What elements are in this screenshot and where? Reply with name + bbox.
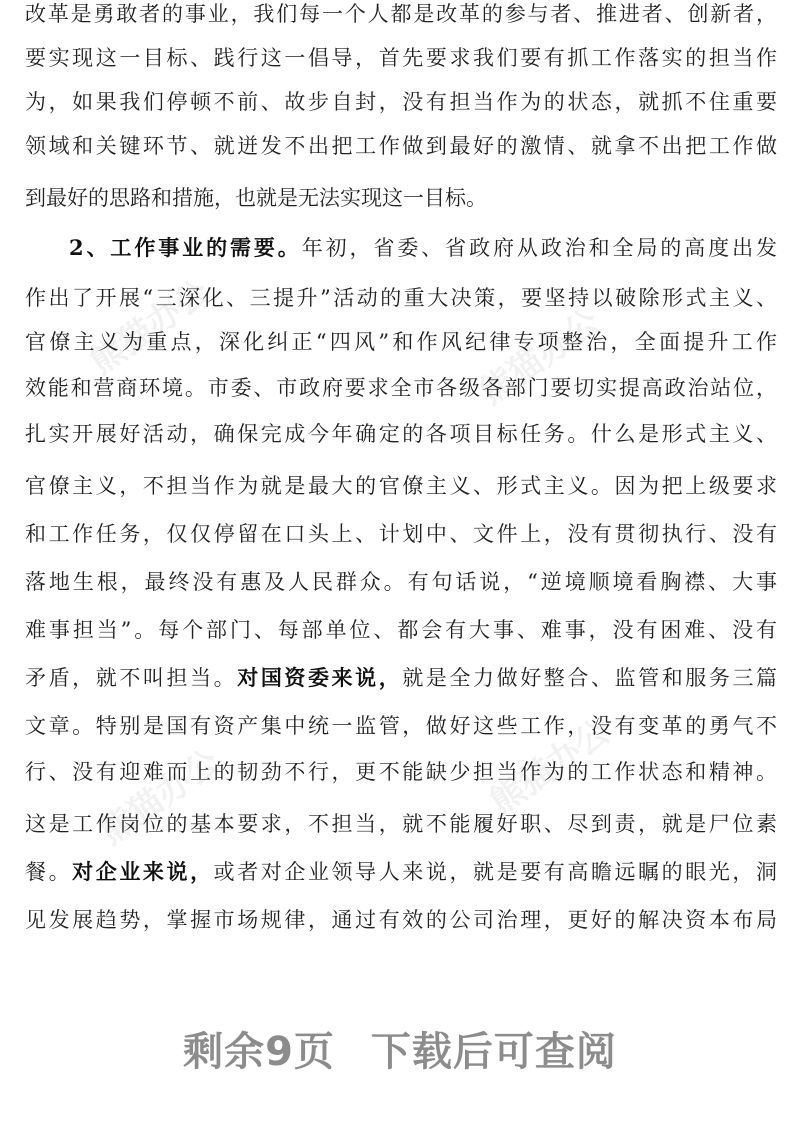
text-line: 改革是勇敢者的事业，我们每一个人都是改革的参与者、推进者、创新者， <box>25 2 777 26</box>
emphasis-text: 对国资委来说， <box>237 665 403 690</box>
text-line: 见发展趋势，掌握市场规律，通过有效的公司治理，更好的解决资本布局 <box>25 908 777 932</box>
watermark: 熊猫办公 <box>92 741 228 853</box>
download-to-view-label[interactable]: 下载后可查阅 <box>370 1029 617 1075</box>
text-line: 效能和营商环境。市委、市政府要求全市各级各部门要切实提高政治站位， <box>25 376 777 400</box>
text-line: 矛盾，就不叫担当。对国资委来说，就是全力做好整合、监管和服务三篇 <box>25 665 777 690</box>
text-line: 官僚主义，不担当作为就是最大的官僚主义、形式主义。因为把上级要求 <box>25 474 777 498</box>
watermark: 熊猫办公 <box>82 271 218 383</box>
text-line: 2、工作事业的需要。年初，省委、省政府从政治和全局的高度出发 <box>69 235 777 260</box>
download-prompt[interactable] <box>0 1020 800 1077</box>
text-line: 和工作任务，仅仅停留在口头上、计划中、文件上，没有贯彻执行、没有 <box>25 522 777 546</box>
text-line: 领域和关键环节、就迸发不出把工作做到最好的激情、就拿不出把工作做 <box>25 134 777 158</box>
emphasis-text: 对企业来说， <box>72 859 214 884</box>
text-line: 要实现这一目标、践行这一倡导，首先要求我们要有抓工作落实的担当作 <box>25 46 777 70</box>
text-line: 餐。对企业来说，或者对企业领导人来说，就是要有高瞻远瞩的眼光，洞 <box>25 859 777 884</box>
section-heading: 2、工作事业的需要。 <box>69 235 302 260</box>
text-line: 官僚主义为重点，深化纠正“四风”和作风纪律专项整治，全面提升工作 <box>25 330 777 354</box>
text-line: 难事担当”。每个部门、每部单位、都会有大事、难事，没有困难、没有 <box>25 618 777 642</box>
watermark: 熊猫办公 <box>482 711 618 823</box>
text-line: 这是工作岗位的基本要求，不担当，就不能履好职、尽到责，就是尸位素 <box>25 812 777 836</box>
text-line: 文章。特别是国有资产集中统一监管，做好这些工作，没有变革的勇气不 <box>25 714 777 738</box>
text-line: 为，如果我们停顿不前、故步自封，没有担当作为的状态，就抓不住重要 <box>25 90 777 114</box>
remaining-pages-label[interactable]: 剩余9页 <box>183 1029 335 1075</box>
text-line: 扎实开展好活动，确保完成今年确定的各项目标任务。什么是形式主义、 <box>25 422 777 446</box>
text-line: 行、没有迎难而上的韧劲不行，更不能缺少担当作为的工作状态和精神。 <box>25 760 777 784</box>
text-line: 到最好的思路和措施，也就是无法实现这一目标。 <box>25 186 487 210</box>
watermark: 熊猫办公 <box>472 301 608 413</box>
text-line: 落地生根，最终没有惠及人民群众。有句话说，“逆境顺境看胸襟、大事 <box>25 570 777 594</box>
text-line: 作出了开展“三深化、三提升”活动的重大决策，要坚持以破除形式主义、 <box>25 286 777 310</box>
